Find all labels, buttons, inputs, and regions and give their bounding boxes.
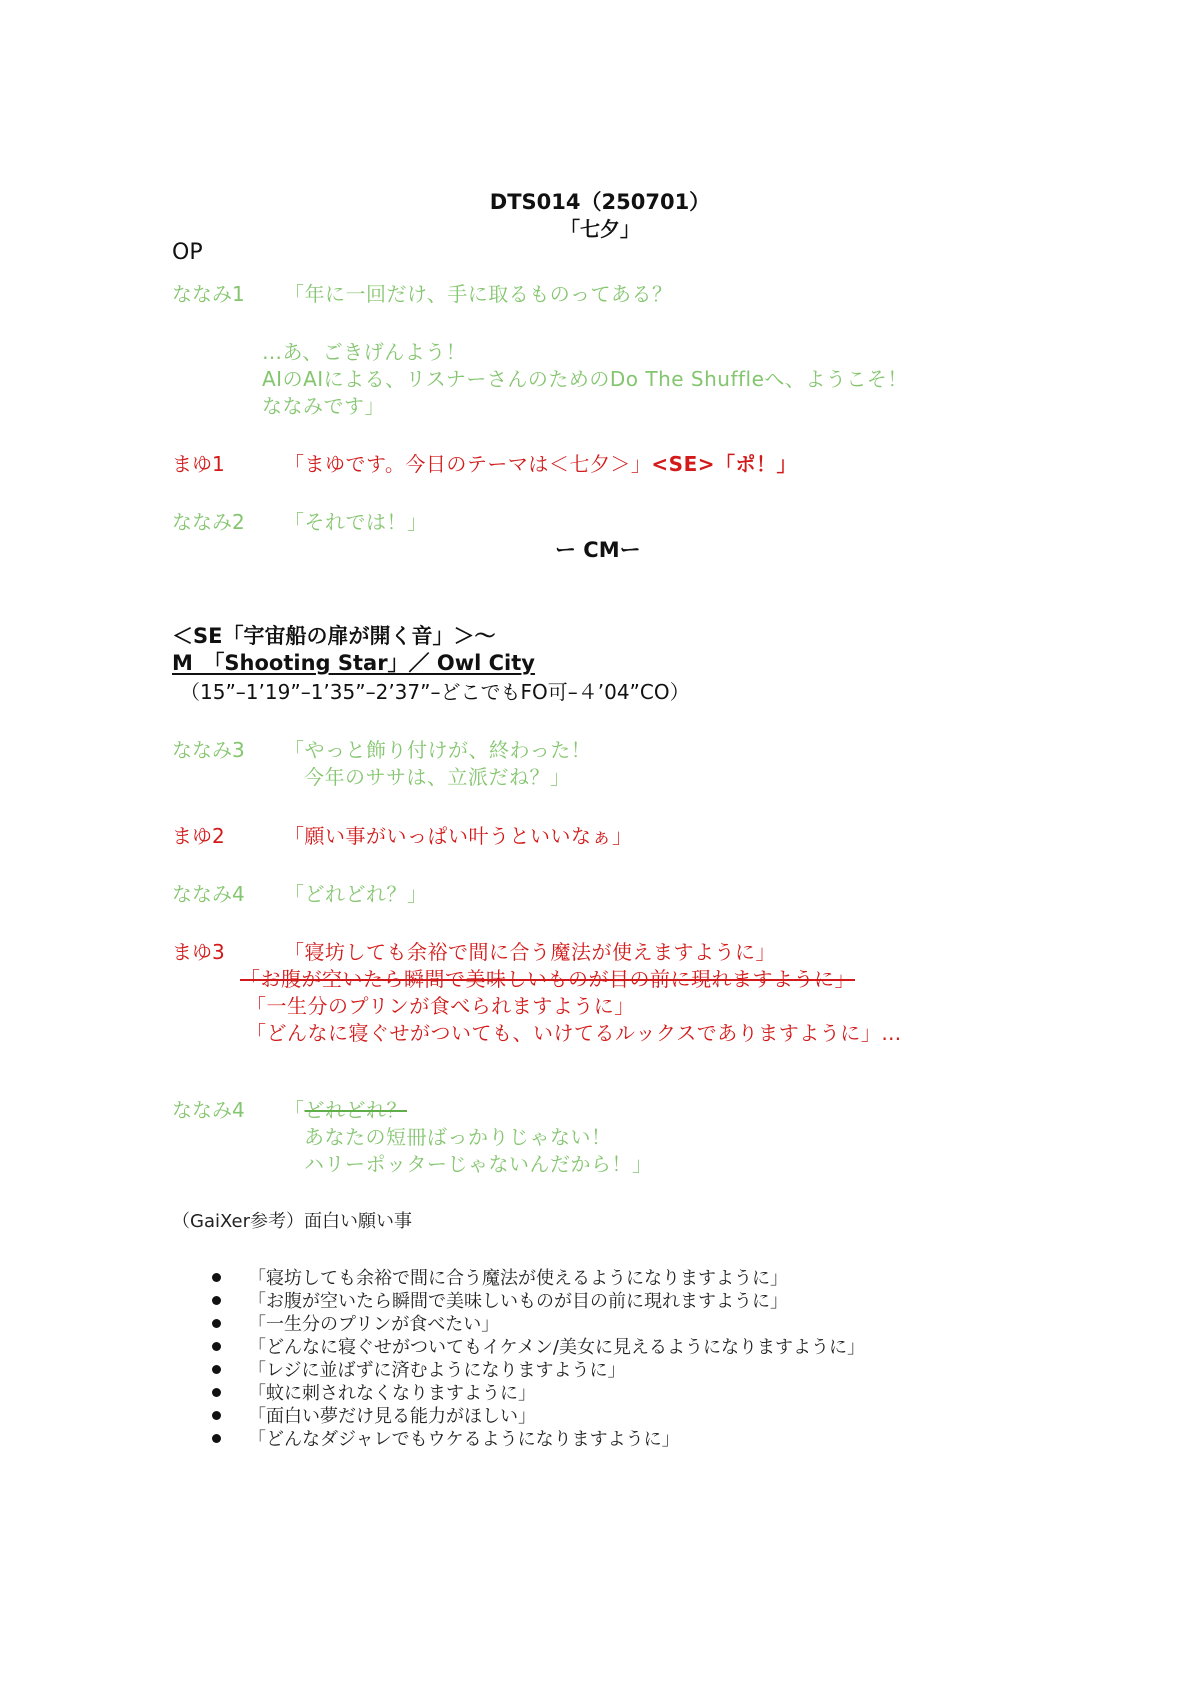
list-item: 「どんなダジャレでもウケるようになりますように」	[248, 1429, 680, 1450]
bullet-icon	[212, 1365, 221, 1374]
nanami4b-line-2: あなたの短冊ばっかりじゃない！	[304, 1125, 612, 1149]
mayu2-line: 「願い事がいっぱい叶うといいなぁ」	[284, 824, 633, 848]
cm-break: ー CMー	[555, 538, 641, 562]
mayu3-line-4: 「どんなに寝ぐせがついても、いけてるルックスでありますように」…	[246, 1021, 902, 1045]
document-subtitle: 「七夕」	[560, 217, 640, 241]
nanami4b-line-1	[284, 1094, 407, 1123]
nanami1-line-1: 「年に一回だけ、手に取るものってある？	[284, 282, 673, 306]
mayu3-line-2-struck: 「お腹が空いたら瞬間で美味しいものが目の前に現れますように」	[240, 967, 855, 991]
nanami1-line-2: …あ、ごきげんよう！	[262, 340, 467, 364]
nanami1-line-4: ななみです」	[262, 394, 385, 418]
speaker-nanami3: ななみ3	[172, 738, 245, 762]
se-text: 「ポ！」	[715, 452, 797, 476]
nanami3-line-1: 「やっと飾り付けが、終わった！	[284, 738, 592, 762]
list-item: 「面白い夢だけ見る能力がほしい」	[248, 1406, 536, 1427]
bullet-icon	[212, 1434, 221, 1443]
bullet-icon	[212, 1296, 221, 1305]
speaker-mayu3: まゆ3	[172, 940, 225, 964]
speaker-mayu2: まゆ2	[172, 824, 225, 848]
nanami4a-line: 「どれどれ？」	[284, 882, 428, 906]
nanami3-line-2: 今年のササは、立派だね？」	[304, 765, 571, 789]
op-label: OP	[172, 240, 203, 265]
bullet-icon	[212, 1411, 221, 1420]
nanami1-line-3: AIのAIによる、リスナーさんのためのDo The Shuffleへ、ようこそ！	[262, 367, 908, 391]
mayu3-line-3: 「一生分のプリンが食べられますように」	[246, 994, 635, 1018]
list-item: 「寝坊しても余裕で間に合う魔法が使えるようになりますように」	[248, 1268, 788, 1289]
speaker-nanami4a: ななみ4	[172, 882, 245, 906]
list-item: 「どんなに寝ぐせがついてもイケメン/美女に見えるようになりますように」	[248, 1337, 865, 1358]
mayu1-text: 「まゆです。今日のテーマは＜七夕＞」	[284, 452, 652, 476]
mayu3-line-1: 「寝坊しても余裕で間に合う魔法が使えますように」	[284, 940, 776, 964]
speaker-nanami1: ななみ1	[172, 282, 245, 306]
music-timing: （15”–1’19”–1’35”–2’37”–どこでもFO可–４’04”CO）	[180, 680, 690, 704]
nanami4b-line-3: ハリーポッターじゃないんだから！」	[304, 1152, 653, 1176]
nanami2-line: 「それでは！」	[284, 510, 428, 534]
struck-text: どれどれ？	[304, 1098, 407, 1122]
music-cue: M 「Shooting Star」／ Owl City	[172, 651, 535, 675]
mayu1-line	[284, 448, 797, 477]
list-item: 「お腹が空いたら瞬間で美味しいものが目の前に現れますように」	[248, 1291, 788, 1312]
list-item: 「蚊に刺されなくなりますように」	[248, 1383, 536, 1404]
bullet-icon	[212, 1342, 221, 1351]
speaker-nanami2: ななみ2	[172, 510, 245, 534]
list-item: 「レジに並ばずに済むようになりますように」	[248, 1360, 626, 1381]
reference-heading: （GaiXer参考）面白い願い事	[172, 1211, 412, 1232]
speaker-mayu1: まゆ1	[172, 452, 225, 476]
document-title: DTS014（250701）	[489, 190, 711, 214]
bullet-icon	[212, 1388, 221, 1397]
speaker-nanami4b: ななみ4	[172, 1098, 245, 1122]
se-cue: ＜SE「宇宙船の扉が開く音」＞〜	[172, 624, 496, 648]
se-tag: <SE>	[651, 452, 715, 476]
list-item: 「一生分のプリンが食べたい」	[248, 1314, 500, 1335]
bullet-icon	[212, 1273, 221, 1282]
bullet-icon	[212, 1319, 221, 1328]
open-quote: 「	[284, 1098, 305, 1122]
